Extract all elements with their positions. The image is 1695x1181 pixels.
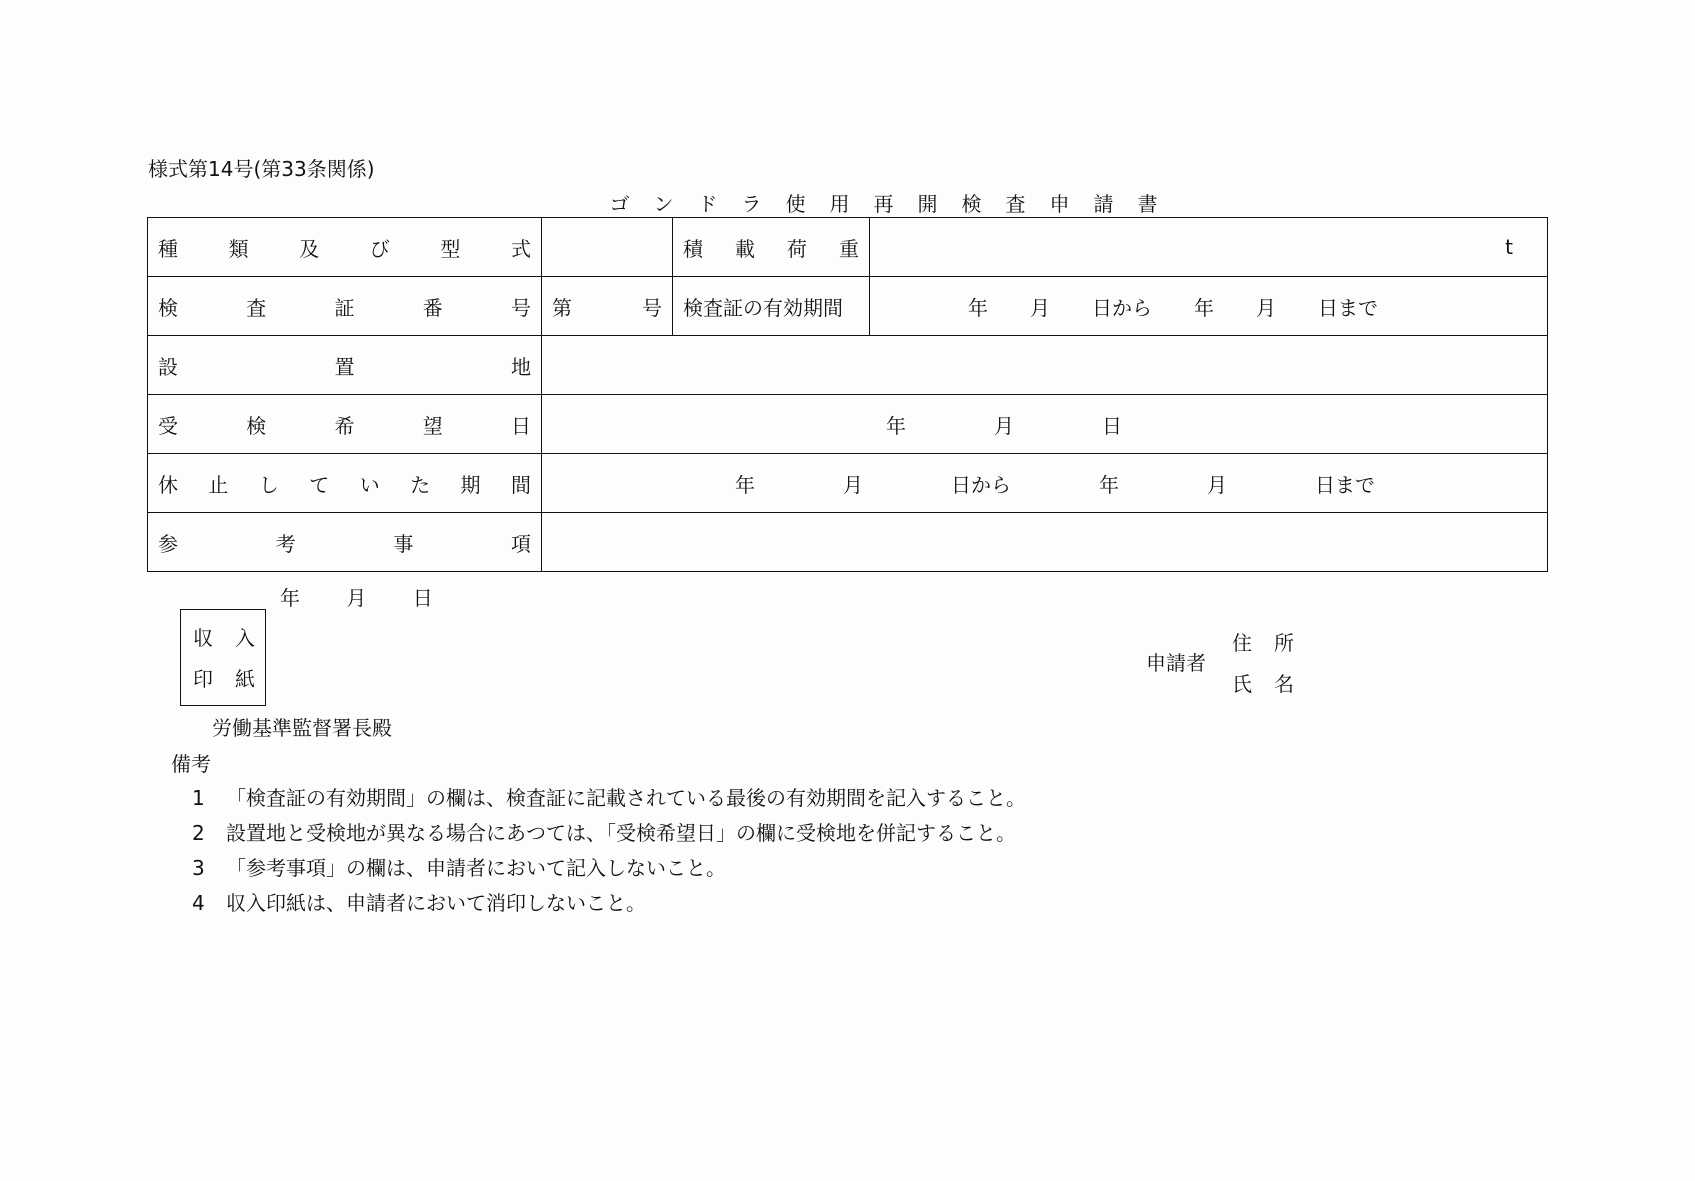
form-title: ゴンドラ使用再開検査申請書 xyxy=(609,192,1182,216)
stamp-char: 印 xyxy=(193,667,213,691)
location-label-cell xyxy=(148,336,542,395)
label-char: 査 xyxy=(246,295,267,320)
label-char: 検 xyxy=(246,413,267,438)
validity-year-to: 年 xyxy=(1194,295,1214,320)
label-char: 地 xyxy=(511,354,531,379)
validity-day-from: 日から xyxy=(1092,295,1152,320)
label-char: 受 xyxy=(158,413,178,438)
application-day: 日 xyxy=(412,586,433,610)
suspended-label-cell xyxy=(148,454,542,513)
label-char: 期 xyxy=(460,472,481,497)
cert-no-value-cell[interactable] xyxy=(542,277,673,336)
desired-month: 月 xyxy=(994,413,1014,438)
label-char: び xyxy=(369,236,390,261)
suspended-month-from: 月 xyxy=(843,472,863,497)
suspended-month-to: 月 xyxy=(1207,472,1227,497)
type-label-cell xyxy=(148,218,542,277)
revenue-stamp-box xyxy=(180,609,266,706)
label-char: 考 xyxy=(275,531,296,556)
label-char: 事 xyxy=(393,531,414,556)
load-unit: t xyxy=(1505,235,1513,259)
suspended-value-cell[interactable] xyxy=(542,454,1548,513)
row-type xyxy=(148,218,1548,277)
notes-title: 備考 xyxy=(171,752,211,776)
remarks-value-cell[interactable] xyxy=(542,513,1548,572)
label-char: 類 xyxy=(228,236,249,261)
stamp-char: 収 xyxy=(193,626,213,650)
remarks-label-cell xyxy=(148,513,542,572)
address-label[interactable]: 住所 xyxy=(1232,631,1316,655)
suspended-day-from: 日から xyxy=(951,472,1011,497)
row-location xyxy=(148,336,1548,395)
note-item: 2 設置地と受検地が異なる場合にあつては、「受検希望日」の欄に受検地を併記すること。 xyxy=(192,821,1016,845)
label-char: 種 xyxy=(158,236,178,261)
location-label xyxy=(158,351,531,380)
form-number: 様式第14号(第33条関係) xyxy=(148,157,375,181)
application-table xyxy=(147,217,1548,572)
suspended-day-to: 日まで xyxy=(1315,472,1375,497)
label-char: 参 xyxy=(158,531,178,556)
label-char: 積 xyxy=(683,236,703,261)
cert-no-prefix: 第 xyxy=(552,295,572,320)
label-char: 及 xyxy=(299,236,320,261)
suspended-dates xyxy=(552,469,1537,498)
application-month: 月 xyxy=(346,586,367,610)
cert-no-label-cell xyxy=(148,277,542,336)
stamp-char: 入 xyxy=(235,626,255,650)
label-char: 休 xyxy=(158,472,178,497)
validity-label: 検査証の有効期間 xyxy=(683,295,843,320)
addressee: 労働基準監督署長殿 xyxy=(212,716,392,740)
application-year: 年 xyxy=(280,586,300,610)
row-remarks xyxy=(148,513,1548,572)
note-item: 3 「参考事項」の欄は、申請者において記入しないこと。 xyxy=(192,856,726,880)
validity-year-from: 年 xyxy=(968,295,988,320)
label-char: 載 xyxy=(735,236,755,261)
row-desired-date xyxy=(148,395,1548,454)
desired-date-value-cell[interactable] xyxy=(542,395,1548,454)
note-item: 4 収入印紙は、申請者において消印しないこと。 xyxy=(192,891,646,915)
label-char: 項 xyxy=(510,531,531,556)
row-cert-number xyxy=(148,277,1548,336)
suspended-year-from: 年 xyxy=(735,472,755,497)
type-label xyxy=(158,233,531,262)
application-date xyxy=(280,582,473,611)
validity-month-from: 月 xyxy=(1030,295,1050,320)
type-value-cell[interactable] xyxy=(542,218,673,277)
label-char: 間 xyxy=(510,472,531,497)
load-label-cell xyxy=(673,218,870,277)
label-char: し xyxy=(258,472,279,497)
suspended-year-to: 年 xyxy=(1099,472,1119,497)
location-value-cell[interactable] xyxy=(542,336,1548,395)
label-char: 号 xyxy=(511,295,531,320)
validity-dates-cell[interactable] xyxy=(870,277,1548,336)
label-char: 検 xyxy=(158,295,178,320)
label-char: 止 xyxy=(208,472,229,497)
load-label xyxy=(683,233,859,262)
label-char: い xyxy=(359,472,380,497)
label-char: 荷 xyxy=(787,236,807,261)
label-char: 望 xyxy=(422,413,443,438)
label-char: 置 xyxy=(334,354,355,379)
suspended-label xyxy=(158,469,531,498)
desired-dates xyxy=(552,410,1537,439)
validity-dates xyxy=(880,292,1537,321)
label-char: て xyxy=(309,472,330,497)
label-char: 日 xyxy=(511,413,531,438)
label-char: 重 xyxy=(839,236,859,261)
validity-month-to: 月 xyxy=(1256,295,1276,320)
remarks-label xyxy=(158,528,531,557)
label-char: 式 xyxy=(510,236,531,261)
cert-no-suffix: 号 xyxy=(642,295,662,320)
label-char: 希 xyxy=(334,413,355,438)
label-char: 設 xyxy=(158,354,178,379)
label-char: 証 xyxy=(334,295,355,320)
desired-year: 年 xyxy=(886,413,906,438)
desired-date-label-cell xyxy=(148,395,542,454)
cert-no-label xyxy=(158,292,531,321)
desired-day: 日 xyxy=(1102,413,1122,438)
row-suspended-period xyxy=(148,454,1548,513)
applicant-label: 申請者 xyxy=(1146,651,1206,675)
validity-label-cell xyxy=(673,277,870,336)
name-label[interactable]: 氏名 xyxy=(1232,672,1316,696)
validity-day-to: 日まで xyxy=(1318,295,1378,320)
desired-date-label xyxy=(158,410,531,439)
label-char: た xyxy=(410,472,431,497)
label-char: 型 xyxy=(440,236,461,261)
note-item: 1 「検査証の有効期間」の欄は、検査証に記載されている最後の有効期間を記入すること。 xyxy=(192,786,1026,810)
label-char: 番 xyxy=(422,295,443,320)
load-value-cell[interactable] xyxy=(870,218,1548,277)
stamp-char: 紙 xyxy=(235,667,255,691)
